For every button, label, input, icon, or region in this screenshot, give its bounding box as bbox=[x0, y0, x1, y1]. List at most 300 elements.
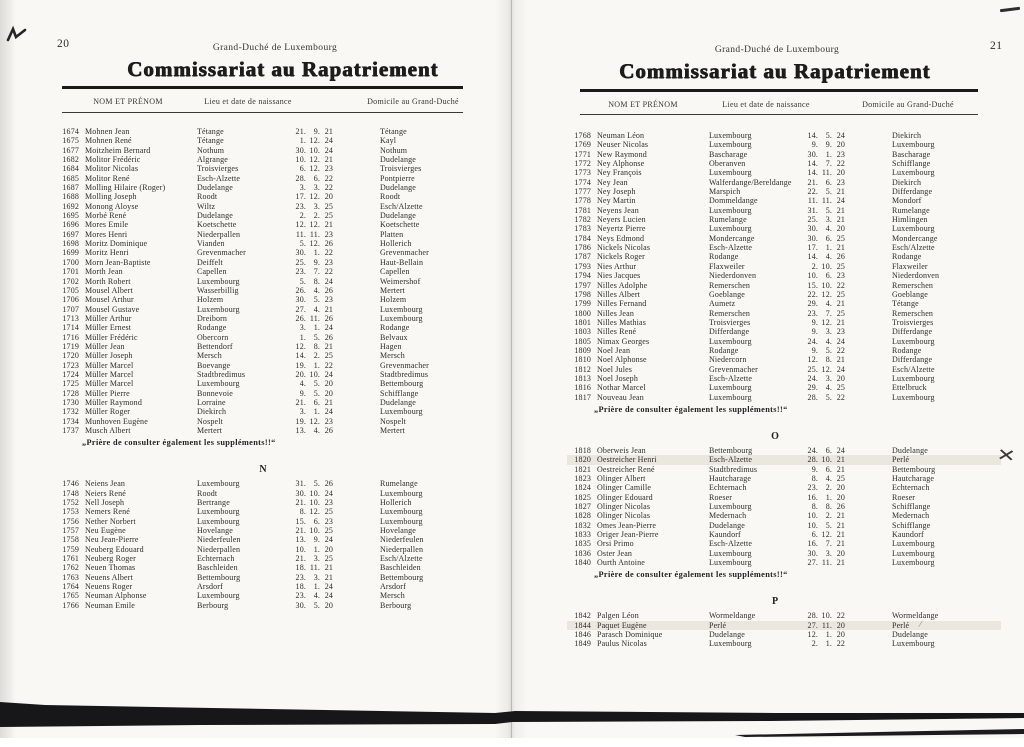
row-name: Müller Joseph bbox=[85, 351, 133, 361]
row-domicile: Luxembourg bbox=[380, 516, 423, 526]
supplements-note: „Prière de consulter également les suppléments!!“ bbox=[82, 438, 276, 448]
divider-thick bbox=[62, 86, 463, 89]
row-number: 1758 bbox=[62, 535, 79, 545]
row-name: Nouveau Jean bbox=[597, 392, 644, 402]
row-name: Neiers René bbox=[85, 488, 126, 498]
row-number: 1687 bbox=[62, 183, 79, 193]
row-domicile: Goeblange bbox=[892, 289, 929, 299]
row-birthdate: 9. 5. 20 bbox=[299, 388, 333, 398]
row-birthplace: Mondercange bbox=[709, 233, 755, 243]
row-number: 1692 bbox=[62, 201, 79, 211]
row-birthplace: Luxembourg bbox=[197, 591, 240, 601]
row-number: 1824 bbox=[574, 483, 591, 493]
table-row bbox=[55, 183, 471, 192]
column-header-name: NOM ET PRÉNOM bbox=[608, 100, 678, 109]
table-row bbox=[55, 333, 471, 342]
row-name: Molling Joseph bbox=[85, 192, 137, 202]
row-birthdate: 21. 10. 25 bbox=[295, 526, 333, 536]
row-number: 1835 bbox=[574, 539, 591, 549]
row-birthplace: Luxembourg bbox=[197, 276, 240, 286]
row-number: 1723 bbox=[62, 360, 79, 370]
row-birthplace: Bonnevoie bbox=[197, 388, 234, 398]
scan-bottom-margin bbox=[0, 738, 1024, 747]
row-number: 1682 bbox=[62, 155, 79, 165]
row-name: Müller Pierre bbox=[85, 388, 130, 398]
row-name: Neyens Jean bbox=[597, 205, 639, 215]
row-name: Mousel Gustave bbox=[85, 304, 140, 314]
row-name: Palgen Léon bbox=[597, 611, 639, 621]
row-birthdate: 10. 6. 23 bbox=[807, 271, 845, 281]
row-domicile: Troisvierges bbox=[380, 164, 422, 174]
table-sections bbox=[567, 131, 1017, 649]
row-number: 1764 bbox=[62, 582, 79, 592]
row-domicile: Remerschen bbox=[892, 280, 934, 290]
row-number: 1840 bbox=[574, 558, 591, 568]
row-number: 1706 bbox=[62, 295, 79, 305]
row-birthplace: Baschleiden bbox=[197, 563, 238, 573]
table-row bbox=[55, 286, 471, 295]
row-birthdate: 31. 5. 21 bbox=[807, 205, 845, 215]
table-row bbox=[567, 374, 983, 383]
row-birthplace: Marspich bbox=[709, 187, 741, 197]
row-number: 1777 bbox=[574, 187, 591, 197]
row-domicile: Luxembourg bbox=[380, 304, 423, 314]
row-birthdate: 24. 4. 24 bbox=[807, 336, 845, 346]
divider-thin bbox=[62, 112, 463, 113]
row-number: 1696 bbox=[62, 220, 79, 230]
row-number: 1798 bbox=[574, 289, 591, 299]
row-birthdate: 26. 4. 26 bbox=[295, 285, 333, 295]
row-domicile: Differdange bbox=[892, 327, 933, 337]
row-name: Molling Hilaire (Roger) bbox=[85, 183, 166, 193]
table-row bbox=[55, 174, 471, 183]
handwritten-x-mark: ✕ bbox=[995, 445, 1017, 467]
table-row bbox=[567, 168, 983, 177]
row-number: 1702 bbox=[62, 276, 79, 286]
row-birthdate: 17. 1. 21 bbox=[807, 243, 845, 253]
row-birthdate: 1. 5. 26 bbox=[299, 332, 333, 342]
row-name: Mousel Albert bbox=[85, 285, 133, 295]
column-header-domicile: Domicile au Grand-Duché bbox=[862, 100, 954, 109]
row-number: 1801 bbox=[574, 317, 591, 327]
table-row bbox=[567, 318, 983, 327]
row-birthplace: Troisvierges bbox=[709, 317, 751, 327]
row-number: 1803 bbox=[574, 327, 591, 337]
table-row bbox=[55, 258, 471, 267]
row-birthdate: 30. 10. 24 bbox=[295, 145, 333, 155]
row-birthdate: 13. 4. 26 bbox=[295, 426, 333, 435]
row-domicile: Roodt bbox=[380, 192, 401, 202]
row-domicile: Schifflange bbox=[380, 388, 419, 398]
table-row bbox=[567, 281, 983, 290]
table-row bbox=[567, 383, 983, 392]
table-row bbox=[567, 271, 983, 280]
row-birthdate: 12. 8. 21 bbox=[295, 341, 333, 351]
row-birthdate: 10. 12. 21 bbox=[295, 155, 333, 165]
row-name: Nies Jacques bbox=[597, 271, 641, 281]
row-birthplace: Luxembourg bbox=[197, 304, 240, 314]
row-birthplace: Dommeldange bbox=[709, 196, 758, 206]
row-birthplace: Holzem bbox=[197, 295, 224, 305]
row-number: 1813 bbox=[574, 373, 591, 383]
row-name: Molitor Nicolas bbox=[85, 164, 139, 174]
row-birthplace: Flaxweiler bbox=[709, 261, 745, 271]
row-birthplace: Niedercorn bbox=[709, 355, 747, 365]
row-birthplace: Grevenmacher bbox=[197, 248, 246, 258]
row-name: Omes Jean-Pierre bbox=[597, 520, 657, 530]
table-row bbox=[55, 220, 471, 229]
row-birthdate: 11. 11. 24 bbox=[807, 196, 845, 206]
row-domicile: Rumelange bbox=[892, 205, 930, 215]
row-domicile: Ettelbruck bbox=[892, 383, 927, 393]
row-birthplace: Luxembourg bbox=[709, 336, 752, 346]
row-name: Müller Marcel bbox=[85, 379, 134, 389]
row-number: 1728 bbox=[62, 388, 79, 398]
row-birthplace: Esch-Alzette bbox=[197, 173, 241, 183]
row-name: Neuman Léon bbox=[597, 131, 645, 140]
table-row bbox=[567, 196, 983, 205]
row-name: Morbé René bbox=[85, 211, 127, 221]
row-domicile: Luxembourg bbox=[380, 407, 423, 417]
row-number: 1725 bbox=[62, 379, 79, 389]
row-name: Ney François bbox=[597, 168, 642, 178]
column-header-birth: Lieu et date de naissance bbox=[204, 97, 292, 106]
row-domicile: Mondorf bbox=[892, 196, 922, 206]
row-birthdate: 19. 12. 23 bbox=[295, 416, 333, 426]
table-row bbox=[55, 211, 471, 220]
row-number: 1685 bbox=[62, 173, 79, 183]
row-number: 1787 bbox=[574, 252, 591, 262]
row-domicile: Luxembourg bbox=[380, 313, 423, 323]
row-domicile: Luxembourg bbox=[892, 392, 935, 402]
table-row bbox=[55, 554, 471, 563]
row-birthplace: Obercorn bbox=[197, 332, 229, 342]
row-number: 1732 bbox=[62, 407, 79, 417]
row-name: Mohnen René bbox=[85, 136, 132, 146]
row-number: 1675 bbox=[62, 136, 79, 146]
row-name: Nilles René bbox=[597, 327, 637, 337]
supplements-note: „Prière de consulter également les suppléments!!“ bbox=[594, 404, 788, 414]
row-birthplace: Luxembourg bbox=[709, 383, 752, 393]
row-birthplace: Luxembourg bbox=[197, 379, 240, 389]
row-domicile: Kaundorf bbox=[892, 530, 924, 540]
row-number: 1773 bbox=[574, 168, 591, 178]
row-name: Olinger Nicolas bbox=[597, 502, 651, 512]
table-row bbox=[567, 299, 983, 308]
row-birthplace: Niederfeulen bbox=[197, 535, 241, 545]
row-birthplace: Diekirch bbox=[197, 407, 227, 417]
row-birthplace: Nothum bbox=[197, 145, 225, 155]
row-number: 1700 bbox=[62, 257, 79, 267]
row-domicile: Dudelange bbox=[380, 183, 417, 193]
section-letter: O bbox=[771, 430, 779, 442]
row-number: 1842 bbox=[574, 611, 591, 621]
row-birthdate: 21. 6. 21 bbox=[295, 397, 333, 407]
row-birthplace: Perlé bbox=[709, 620, 727, 630]
row-name: Nemers René bbox=[85, 507, 130, 517]
row-birthplace: Stadtbredimus bbox=[709, 464, 758, 474]
row-number: 1765 bbox=[62, 591, 79, 601]
row-birthdate: 25. 3. 21 bbox=[807, 215, 845, 225]
row-number: 1713 bbox=[62, 313, 79, 323]
row-birthdate: 24. 3. 20 bbox=[807, 373, 845, 383]
row-name: Moritz Henri bbox=[85, 248, 129, 258]
row-birthplace: Luxembourg bbox=[709, 502, 752, 512]
row-domicile: Hagen bbox=[380, 341, 402, 351]
row-birthdate: 27. 4. 21 bbox=[295, 304, 333, 314]
scan-bottom-band bbox=[0, 696, 1024, 742]
row-domicile: Platten bbox=[380, 229, 404, 239]
row-name: Müller Marcel bbox=[85, 369, 134, 379]
row-name: Ney Alphonse bbox=[597, 159, 645, 169]
row-number: 1771 bbox=[574, 149, 591, 159]
table-row bbox=[55, 582, 471, 591]
table-row bbox=[567, 639, 983, 648]
row-birthplace: Grevenmacher bbox=[709, 364, 758, 374]
table-row bbox=[55, 164, 471, 173]
row-birthdate: 2. 1. 22 bbox=[811, 639, 845, 649]
row-birthdate: 30. 3. 20 bbox=[807, 548, 845, 558]
table-row bbox=[55, 351, 471, 360]
table-row bbox=[55, 398, 471, 407]
table-row bbox=[567, 262, 983, 271]
row-birthplace: Deiffelt bbox=[197, 257, 223, 267]
row-number: 1734 bbox=[62, 416, 79, 426]
table-row bbox=[567, 549, 983, 558]
row-domicile: Echternach bbox=[892, 483, 930, 493]
row-number: 1697 bbox=[62, 229, 79, 239]
row-birthplace: Hautcharage bbox=[709, 474, 752, 483]
row-number: 1766 bbox=[62, 600, 79, 610]
row-birthplace: Boevange bbox=[197, 360, 231, 370]
row-birthplace: Tétange bbox=[197, 127, 224, 136]
row-name: Paquet Eugène bbox=[597, 620, 647, 630]
row-domicile: Dudelange bbox=[892, 630, 929, 640]
row-birthplace: Roodt bbox=[197, 192, 218, 202]
row-birthplace: Luxembourg bbox=[709, 639, 752, 649]
row-birthdate: 16. 7. 21 bbox=[807, 539, 845, 549]
row-birthdate: 22. 12. 25 bbox=[807, 289, 845, 299]
row-name: Mousel Arthur bbox=[85, 295, 134, 305]
table-row bbox=[55, 370, 471, 379]
row-birthdate: 5. 12. 26 bbox=[299, 239, 333, 249]
row-number: 1784 bbox=[574, 233, 591, 243]
table-row bbox=[567, 309, 983, 318]
row-number: 1752 bbox=[62, 498, 79, 508]
row-name: Noel Joseph bbox=[597, 373, 638, 383]
row-domicile: Esch/Alzette bbox=[380, 201, 423, 211]
row-number: 1782 bbox=[574, 215, 591, 225]
row-domicile: Esch/Alzette bbox=[892, 243, 935, 253]
row-birthplace: Tétange bbox=[197, 136, 224, 146]
row-domicile: Roeser bbox=[892, 492, 916, 502]
row-birthplace: Niederdonven bbox=[709, 271, 757, 281]
row-birthplace: Remerschen bbox=[709, 280, 751, 290]
row-birthdate: 9. 9. 20 bbox=[811, 140, 845, 150]
table-row bbox=[55, 426, 471, 435]
row-name: Oestreicher René bbox=[597, 464, 655, 474]
row-domicile: Capellen bbox=[380, 267, 410, 277]
row-domicile: Grevenmacher bbox=[380, 360, 429, 370]
row-number: 1799 bbox=[574, 299, 591, 309]
row-birthplace: Echternach bbox=[709, 483, 747, 493]
table-row bbox=[55, 267, 471, 276]
row-birthdate: 18. 1. 24 bbox=[295, 582, 333, 592]
row-birthdate: 27. 11. 21 bbox=[807, 558, 845, 568]
table-row bbox=[567, 483, 983, 492]
row-birthplace: Luxembourg bbox=[709, 224, 752, 234]
row-birthdate: 21. 10. 23 bbox=[295, 498, 333, 508]
row-number: 1707 bbox=[62, 304, 79, 314]
row-domicile: Pontpierre bbox=[380, 173, 415, 183]
row-birthplace: Dudelange bbox=[709, 630, 746, 640]
row-birthplace: Bascharage bbox=[709, 149, 748, 159]
row-domicile: Luxembourg bbox=[380, 488, 423, 498]
row-name: Mores Henri bbox=[85, 229, 128, 239]
table-row bbox=[567, 187, 983, 196]
row-birthdate: 8. 12. 25 bbox=[299, 507, 333, 517]
row-birthplace: Differdange bbox=[709, 327, 750, 337]
row-birthplace: Luxembourg bbox=[709, 558, 752, 568]
table-row bbox=[567, 327, 983, 336]
row-domicile: Stadtbredimus bbox=[380, 369, 429, 379]
table-row bbox=[567, 252, 983, 261]
row-name: Olinger Edouard bbox=[597, 492, 653, 502]
row-name: Mohnen Jean bbox=[85, 127, 130, 136]
row-domicile: Mersch bbox=[380, 591, 405, 601]
row-domicile: Hollerich bbox=[380, 239, 412, 249]
row-domicile: Troisvierges bbox=[892, 317, 934, 327]
row-number: 1746 bbox=[62, 479, 79, 489]
row-domicile: Dudelange bbox=[380, 397, 417, 407]
row-birthplace: Esch-Alzette bbox=[709, 539, 753, 549]
row-name: Nimax Georges bbox=[597, 336, 650, 346]
row-domicile: Differdange bbox=[892, 355, 933, 365]
row-number: 1705 bbox=[62, 285, 79, 295]
row-domicile: Rodange bbox=[892, 345, 922, 355]
table-row bbox=[55, 202, 471, 211]
table-row bbox=[567, 355, 983, 364]
row-birthdate: 14. 11. 20 bbox=[807, 168, 845, 178]
row-domicile: Bascharage bbox=[892, 149, 931, 159]
row-domicile: Dudelange bbox=[892, 445, 929, 455]
row-birthplace: Bettembourg bbox=[197, 572, 241, 582]
table-row bbox=[567, 243, 983, 252]
table-row bbox=[567, 337, 983, 346]
row-name: Müller Ernest bbox=[85, 323, 132, 333]
row-birthplace: Algrange bbox=[197, 155, 228, 165]
row-number: 1821 bbox=[574, 464, 591, 474]
table-row bbox=[55, 146, 471, 155]
row-birthplace: Luxembourg bbox=[197, 479, 240, 489]
row-number: 1833 bbox=[574, 530, 591, 540]
row-birthplace: Medernach bbox=[709, 511, 747, 521]
row-birthdate: 29. 4. 25 bbox=[807, 383, 845, 393]
table-row bbox=[567, 150, 983, 159]
row-number: 1786 bbox=[574, 243, 591, 253]
row-birthdate: 15. 6. 23 bbox=[295, 516, 333, 526]
row-name: Morth Jean bbox=[85, 267, 123, 277]
row-domicile: Rumelange bbox=[380, 479, 418, 489]
scan-ink-blot bbox=[6, 24, 30, 46]
table-row bbox=[55, 526, 471, 535]
row-number: 1783 bbox=[574, 224, 591, 234]
row-name: Nickels Roger bbox=[597, 252, 645, 262]
row-birthdate: 8. 4. 25 bbox=[811, 474, 845, 483]
row-birthdate: 31. 5. 26 bbox=[295, 479, 333, 489]
table-row bbox=[567, 393, 983, 402]
row-domicile: Grevenmacher bbox=[380, 248, 429, 258]
row-name: Olinger Camille bbox=[597, 483, 652, 493]
row-number: 1695 bbox=[62, 211, 79, 221]
row-birthplace: Luxembourg bbox=[197, 507, 240, 517]
table-row bbox=[55, 248, 471, 257]
table-row bbox=[55, 323, 471, 332]
row-name: Origer Jean-Pierre bbox=[597, 530, 659, 540]
table-row bbox=[55, 407, 471, 416]
row-birthplace: Rodange bbox=[709, 345, 739, 355]
row-domicile: Niederdonven bbox=[892, 271, 940, 281]
row-birthplace: Roodt bbox=[197, 488, 218, 498]
row-name: Moitzheim Bernard bbox=[85, 145, 151, 155]
row-domicile: Niederfeulen bbox=[380, 535, 424, 545]
row-name: Morth Robert bbox=[85, 276, 131, 286]
table-row bbox=[55, 136, 471, 145]
row-name: Oberweis Jean bbox=[597, 445, 646, 455]
row-number: 1769 bbox=[574, 140, 591, 150]
row-domicile: Perlé bbox=[892, 620, 910, 630]
row-domicile: Luxembourg bbox=[892, 336, 935, 346]
table-row bbox=[567, 493, 983, 502]
row-birthdate: 23. 2. 20 bbox=[807, 483, 845, 493]
table-row bbox=[55, 230, 471, 239]
row-domicile: Remerschen bbox=[892, 308, 934, 318]
row-birthdate: 3. 1. 24 bbox=[299, 407, 333, 417]
row-birthplace: Bertrange bbox=[197, 498, 230, 508]
row-birthdate: 14. 2. 25 bbox=[295, 351, 333, 361]
page-number: 20 bbox=[57, 38, 70, 50]
row-birthdate: 23. 3. 21 bbox=[295, 572, 333, 582]
supplements-note: „Prière de consulter également les suppléments!!“ bbox=[594, 570, 788, 580]
row-domicile: Perlé bbox=[892, 455, 910, 465]
row-number: 1714 bbox=[62, 323, 79, 333]
handwritten-slash-mark: / bbox=[917, 618, 924, 630]
row-birthdate: 28. 5. 22 bbox=[807, 392, 845, 402]
row-birthdate: 10. 2. 21 bbox=[807, 511, 845, 521]
row-name: Noel Jean bbox=[597, 345, 631, 355]
row-birthdate: 12. 8. 21 bbox=[807, 355, 845, 365]
table-row bbox=[55, 535, 471, 544]
row-number: 1828 bbox=[574, 511, 591, 521]
table-row bbox=[567, 558, 983, 567]
row-domicile: Wormeldange bbox=[892, 611, 939, 621]
row-name: Nell Joseph bbox=[85, 498, 125, 508]
row-name: Noel Alphonse bbox=[597, 355, 647, 365]
row-number: 1761 bbox=[62, 554, 79, 564]
row-domicile: Hautcharage bbox=[892, 474, 935, 483]
table-row bbox=[567, 159, 983, 168]
row-birthdate: 23. 4. 24 bbox=[295, 591, 333, 601]
row-name: Nilles Fernand bbox=[597, 299, 647, 309]
table-row bbox=[55, 479, 471, 488]
row-domicile: Schifflange bbox=[892, 159, 931, 169]
row-birthplace: Goeblange bbox=[709, 289, 746, 299]
row-domicile: Luxembourg bbox=[892, 639, 935, 649]
row-domicile: Luxembourg bbox=[892, 539, 935, 549]
row-number: 1800 bbox=[574, 308, 591, 318]
row-birthdate: 30. 6. 25 bbox=[807, 233, 845, 243]
row-birthdate: 11. 11. 23 bbox=[295, 229, 333, 239]
